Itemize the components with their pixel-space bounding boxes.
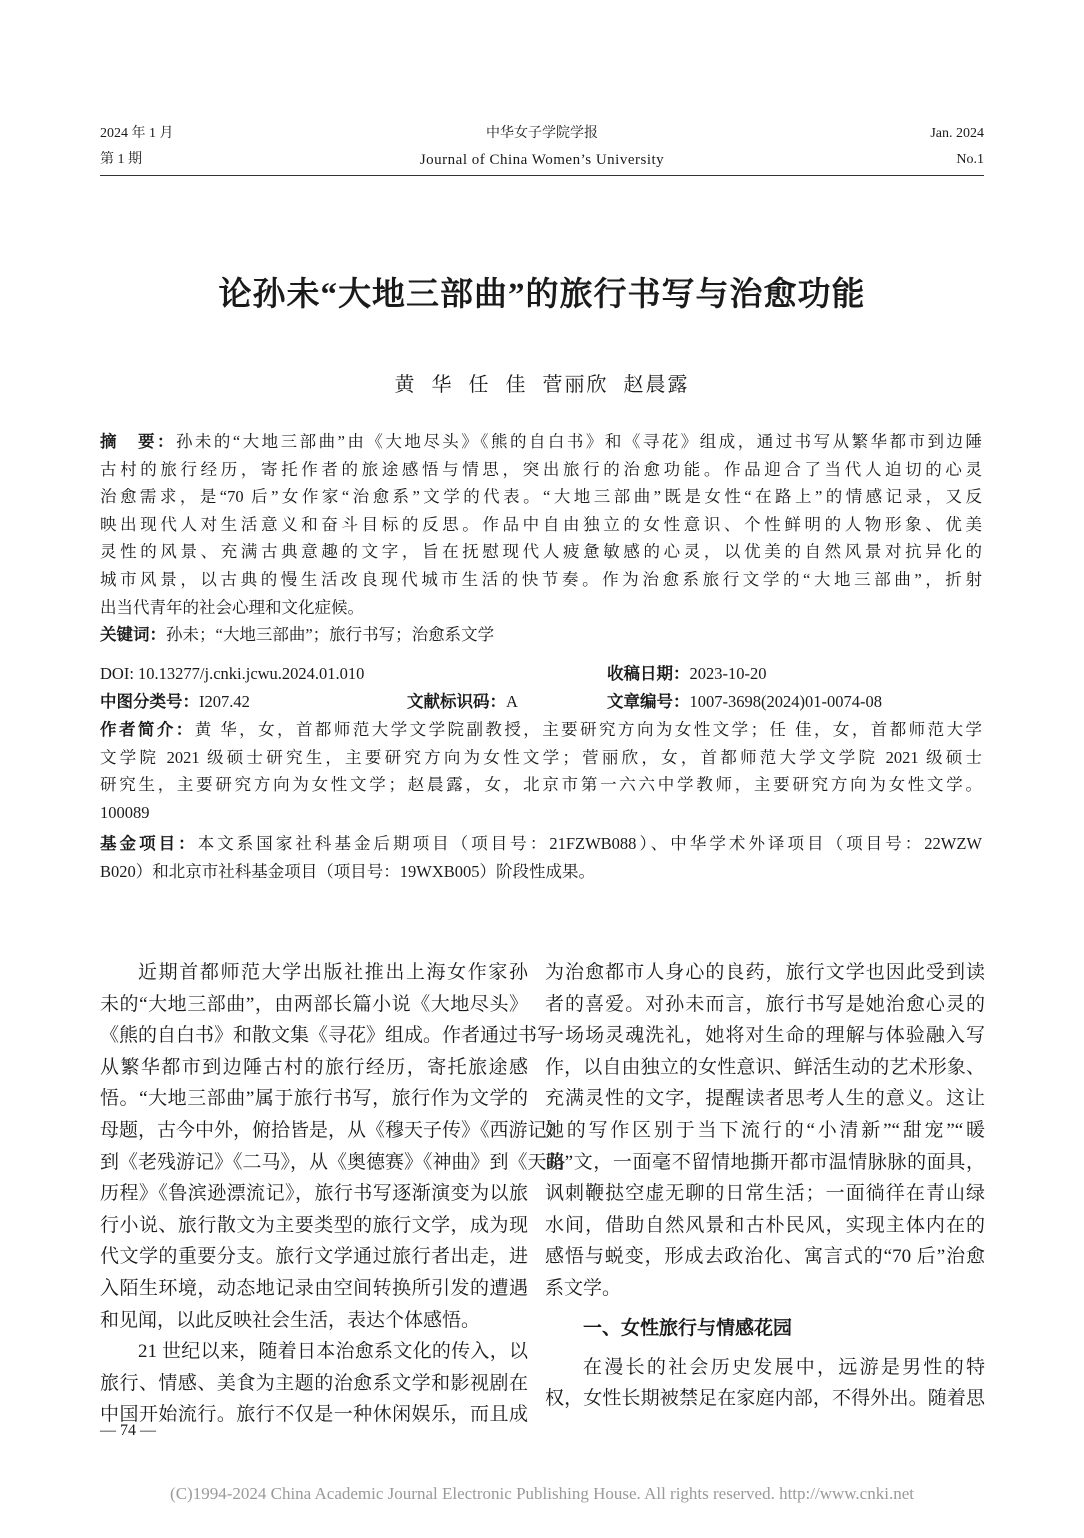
body-line: 作，以自由独立的女性意识、鲜活生动的艺术形象、 [545,1056,985,1078]
author-bio [100,716,982,826]
text-line [100,830,982,858]
line-text: 古村的旅行经历，寄托作者的旅途感悟与情思，突出旅行的治愈功能。作品迎合了当代人迫切的心灵 [100,459,982,479]
line-text: 本文系国家社科基金后期项目（项目号：21FZWB088）、中华学术外译项目（项目号：22WZW [197,834,983,853]
body-line: 行小说、旅行散文为主要类型的旅行文学，成为现 [100,1214,528,1236]
body-line: 者的喜爱。对孙未而言，旅行书写是她治愈心灵的 [545,993,985,1015]
header-rule [100,175,984,176]
line-text: 灵性的风景、充满古典意趣的文字，旨在抚慰现代人疲惫敏感的心灵，以优美的自然风景对抗异化的 [100,542,982,562]
text-line [100,456,982,484]
received-date: 收稿日期：2023-10-20 [607,664,767,683]
text-line [100,799,982,827]
text-line [100,771,982,799]
body-line: 《熊的自白书》和散文集《寻花》组成。作者通过书写 [100,1025,557,1047]
page-number: — 74 — [100,1422,156,1439]
text-line [100,594,982,622]
body-line: 水间，借助自然风景和古朴民风，实现主体内在的 [545,1214,985,1236]
section-label: 摘 要： [100,433,176,451]
article-number: 文章编号：1007-3698(2024)01-0074-08 [607,692,882,711]
body-line: 未的“大地三部曲”，由两部长篇小说《大地尽头》 [100,993,528,1015]
body-line: 中国开始流行。旅行不仅是一种休闲娱乐，而且成 [100,1404,528,1426]
body-line: 系文学。 [545,1277,622,1299]
body-line: 母题，古今中外，俯拾皆是，从《穆天子传》《西游记》 [100,1119,566,1141]
document-code: 文献标识码：A [407,692,518,711]
text-line [100,566,982,594]
paper-title: 论孙未“大地三部曲”的旅行书写与治愈功能 [218,277,866,313]
line-text: 黄 华，女，首都师范大学文学院副教授，主要研究方向为女性文学；任 佳，女，首都师范大学 [194,720,983,739]
text-line [100,511,982,539]
issue-date-en: Jan. 2024 No.1 [930,126,984,167]
body-line: 讽刺鞭挞空虚无聊的日常生活；一面徜徉在青山绿 [545,1183,985,1205]
funding [100,830,982,885]
copyright-notice: (C)1994-2024 China Academic Journal Electronic Publishing House. All rights reserved. http://www.cnki.net [170,1484,914,1503]
body-line: 入陌生环境，动态地记录由空间转换所引发的遭遇 [100,1277,528,1299]
line-text: 100089 [100,802,150,822]
body-line: 感悟与蜕变，形成去政治化、寓言式的“70 后”治愈 [545,1246,985,1268]
body-line: 一场场灵魂洗礼，她将对生命的理解与体验融入写 [545,1025,985,1047]
doi: DOI: 10.13277/j.cnki.jcwu.2024.01.010 [100,664,365,683]
line-text: 研究生，主要研究方向为女性文学；赵晨露，女，北京市第一六六中学教师，主要研究方向为女性文学。 [100,775,982,795]
body-line: 21 世纪以来，随着日本治愈系文化的传入，以 [138,1341,528,1363]
body-line: 从繁华都市到边陲古村的旅行经历，寄托旅途感 [100,1056,528,1078]
body-line: 她的写作区别于当下流行的“小清新”“甜宠”“暖 [545,1119,985,1141]
authors: 黄 华 任 佳 菅丽欣 赵晨露 [394,374,690,396]
keywords: 关键词：孙未；“大地三部曲”；旅行书写；治愈系文学 [100,625,495,644]
body-line: 和见闻，以此反映社会生活，表达个体感悟。 [100,1309,481,1331]
clc-number: 中图分类号：I207.42 [100,692,250,711]
line-text: 城市风景，以古典的慢生活改良现代城市生活的快节奏。作为治愈系旅行文学的“大地三部曲”，折射 [100,569,982,589]
section-label: 作者简介： [100,721,195,739]
line-text: 孙未的“大地三部曲”由《大地尽头》《熊的自白书》和《寻花》组成，通过书写从繁华都市到边陲 [175,432,983,451]
body-line: 旅行、情感、美食为主题的治愈系文学和影视剧在 [100,1372,528,1394]
body-line: 权，女性长期被禁足在家庭内部，不得外出。随着思 [545,1388,985,1410]
body-line: 在漫长的社会历史发展中，远游是男性的特 [583,1356,985,1378]
body-column-left [100,957,566,1431]
body-line: 为治愈都市人身心的良药，旅行文学也因此受到读 [545,962,985,983]
issue-date-cn: 2024 年 1 月 第 1 期 [100,126,174,167]
line-text: 治愈需求，是“70 后”女作家“治愈系”文学的代表。“大地三部曲”既是女性“在路上”的情感记录，又反 [100,487,982,507]
text-line [100,858,982,886]
body-line: 到《老残游记》《二马》，从《奥德赛》《神曲》到《天路 [100,1151,566,1173]
body-line: 悟。“大地三部曲”属于旅行书写，旅行作为文学的 [100,1088,528,1110]
text-line [100,428,982,456]
line-text: 映出现代人对生活意义和奋斗目标的反思。作品中自由独立的女性意识、个性鲜明的人物形象、优美 [100,514,982,534]
body-line: 近期首都师范大学出版社推出上海女作家孙 [138,962,528,983]
body-column-right [545,957,985,1415]
text-line [100,538,982,566]
body-line: 萌”文，一面毫不留情地撕开都市温情脉脉的面具， [545,1151,985,1173]
journal-name: 中华女子学院学报 Journal of China Women’s University [419,126,665,168]
section-heading: 一、女性旅行与情感花园 [583,1317,793,1339]
section-label: 基金项目： [100,835,198,853]
abstract [100,428,982,621]
text-line [100,483,982,511]
text-line [100,716,982,744]
text-line [100,744,982,772]
line-text: 文学院 2021 级硕士研究生，主要研究方向为女性文学；菅丽欣，女，首都师范大学文学院 2021 级硕士 [100,747,982,767]
line-text: 出当代青年的社会心理和文化症候。 [100,597,364,617]
body-line: 历程》《鲁滨逊漂流记》，旅行书写逐渐演变为以旅 [100,1183,528,1205]
line-text: B020）和北京市社科基金项目（项目号：19WXB005）阶段性成果。 [100,861,595,881]
body-line: 充满灵性的文字，提醒读者思考人生的意义。这让 [545,1088,985,1110]
body-line: 代文学的重要分支。旅行文学通过旅行者出走，进 [100,1246,528,1268]
